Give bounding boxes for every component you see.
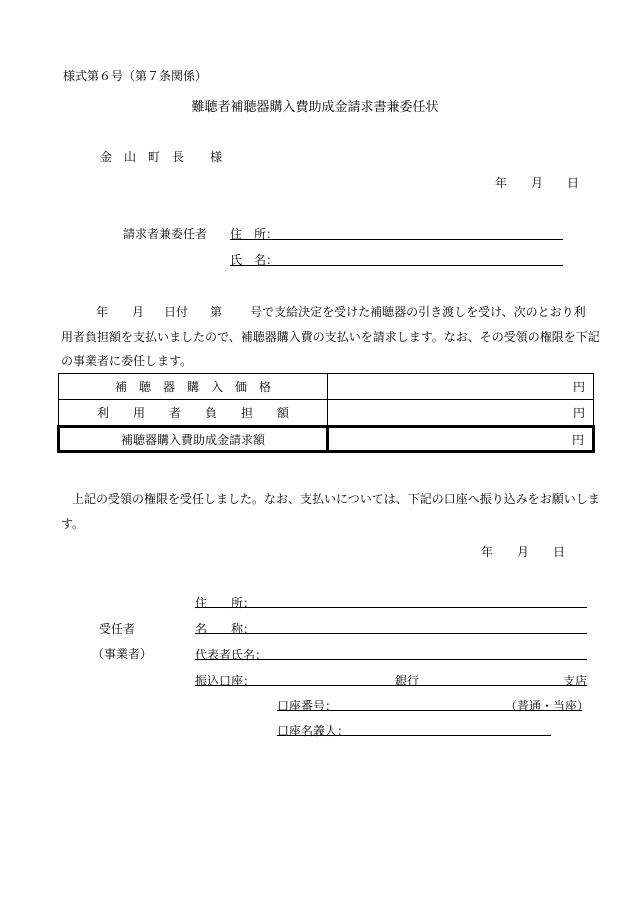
- purchase-price-value[interactable]: 円: [328, 374, 594, 400]
- addressee-char: 町: [148, 150, 161, 164]
- claimant-address-label: 住 所：: [230, 227, 279, 241]
- agent-rep-label: 代表者氏名：: [195, 648, 268, 662]
- bank-suffix: 銀行: [395, 674, 420, 688]
- body-line-2: 用者負担額を支払いましたので、補聴器購入費の支払いを請求します。なお、その受領の権限を下記: [61, 330, 600, 344]
- amounts-table: [57, 373, 595, 453]
- user-burden-label: 利 用 者 負 担 額: [59, 400, 328, 427]
- form-number: 様式第６号（第７条関係）: [63, 69, 208, 83]
- account-holder-line[interactable]: [277, 735, 551, 736]
- agent-name-line[interactable]: [195, 633, 587, 634]
- agent-address-line[interactable]: [195, 607, 587, 608]
- account-holder-label: 口座名義人：: [277, 724, 350, 738]
- table-row: [59, 427, 594, 452]
- account-type: （普通・当座）: [505, 699, 590, 713]
- claimant-label: 請求者兼委任者: [123, 227, 208, 241]
- account-number-label: 口座番号：: [277, 699, 338, 713]
- date-year: 年: [481, 545, 494, 559]
- agent-address-label: 住 所：: [195, 596, 256, 610]
- claimant-name-line[interactable]: [230, 265, 563, 266]
- branch-suffix: 支店: [563, 674, 588, 688]
- body-month: 月: [132, 305, 145, 319]
- addressee: [100, 148, 222, 165]
- body-line-3: の事業者に委任します。: [61, 354, 193, 368]
- purchase-price-label: 補 聴 器 購 入 価 格: [59, 374, 328, 400]
- addressee-char: 長: [172, 150, 185, 164]
- addressee-honorific: 様: [210, 150, 223, 164]
- body-line-1-rest: 号で支給決定を受けた補聴器の引き渡しを受け、次のとおり利: [250, 305, 586, 319]
- table-row: [59, 400, 594, 427]
- acceptance-line-1: 上記の受領の権限を受任しました。なお、支払いについては、下記の口座へ振り込みをお願いしま: [72, 492, 600, 506]
- user-burden-value[interactable]: 円: [328, 400, 594, 427]
- account-number-line[interactable]: [277, 710, 582, 711]
- date-top: [495, 174, 579, 191]
- date-day: 日: [553, 545, 566, 559]
- bank-label: 振込口座：: [195, 674, 256, 688]
- date-bottom: [481, 543, 565, 560]
- body-number-prefix: 第: [210, 305, 223, 319]
- date-day: 日: [567, 176, 580, 190]
- acceptance-line-2: す。: [61, 517, 85, 531]
- subsidy-claim-label: 補聴器購入費助成金請求額: [59, 427, 328, 452]
- body-day: 日付: [164, 305, 189, 319]
- agent-sublabel: （事業者）: [92, 647, 153, 661]
- subsidy-claim-value[interactable]: 円: [328, 427, 594, 452]
- date-year: 年: [495, 176, 508, 190]
- body-line-1: [96, 303, 586, 320]
- table-row: [59, 374, 594, 400]
- document-title: 難聴者補聴器購入費助成金請求書兼委任状: [191, 100, 439, 115]
- date-month: 月: [531, 176, 544, 190]
- body-year: 年: [96, 305, 109, 319]
- claimant-name-label: 氏 名：: [230, 253, 279, 267]
- agent-label: 受任者: [99, 622, 136, 636]
- bank-line[interactable]: [195, 685, 587, 686]
- agent-name-label: 名 称：: [195, 622, 256, 636]
- agent-rep-line[interactable]: [195, 659, 587, 660]
- date-month: 月: [517, 545, 530, 559]
- claimant-address-line[interactable]: [230, 239, 563, 240]
- addressee-char: 山: [124, 150, 137, 164]
- addressee-char: 金: [100, 150, 113, 164]
